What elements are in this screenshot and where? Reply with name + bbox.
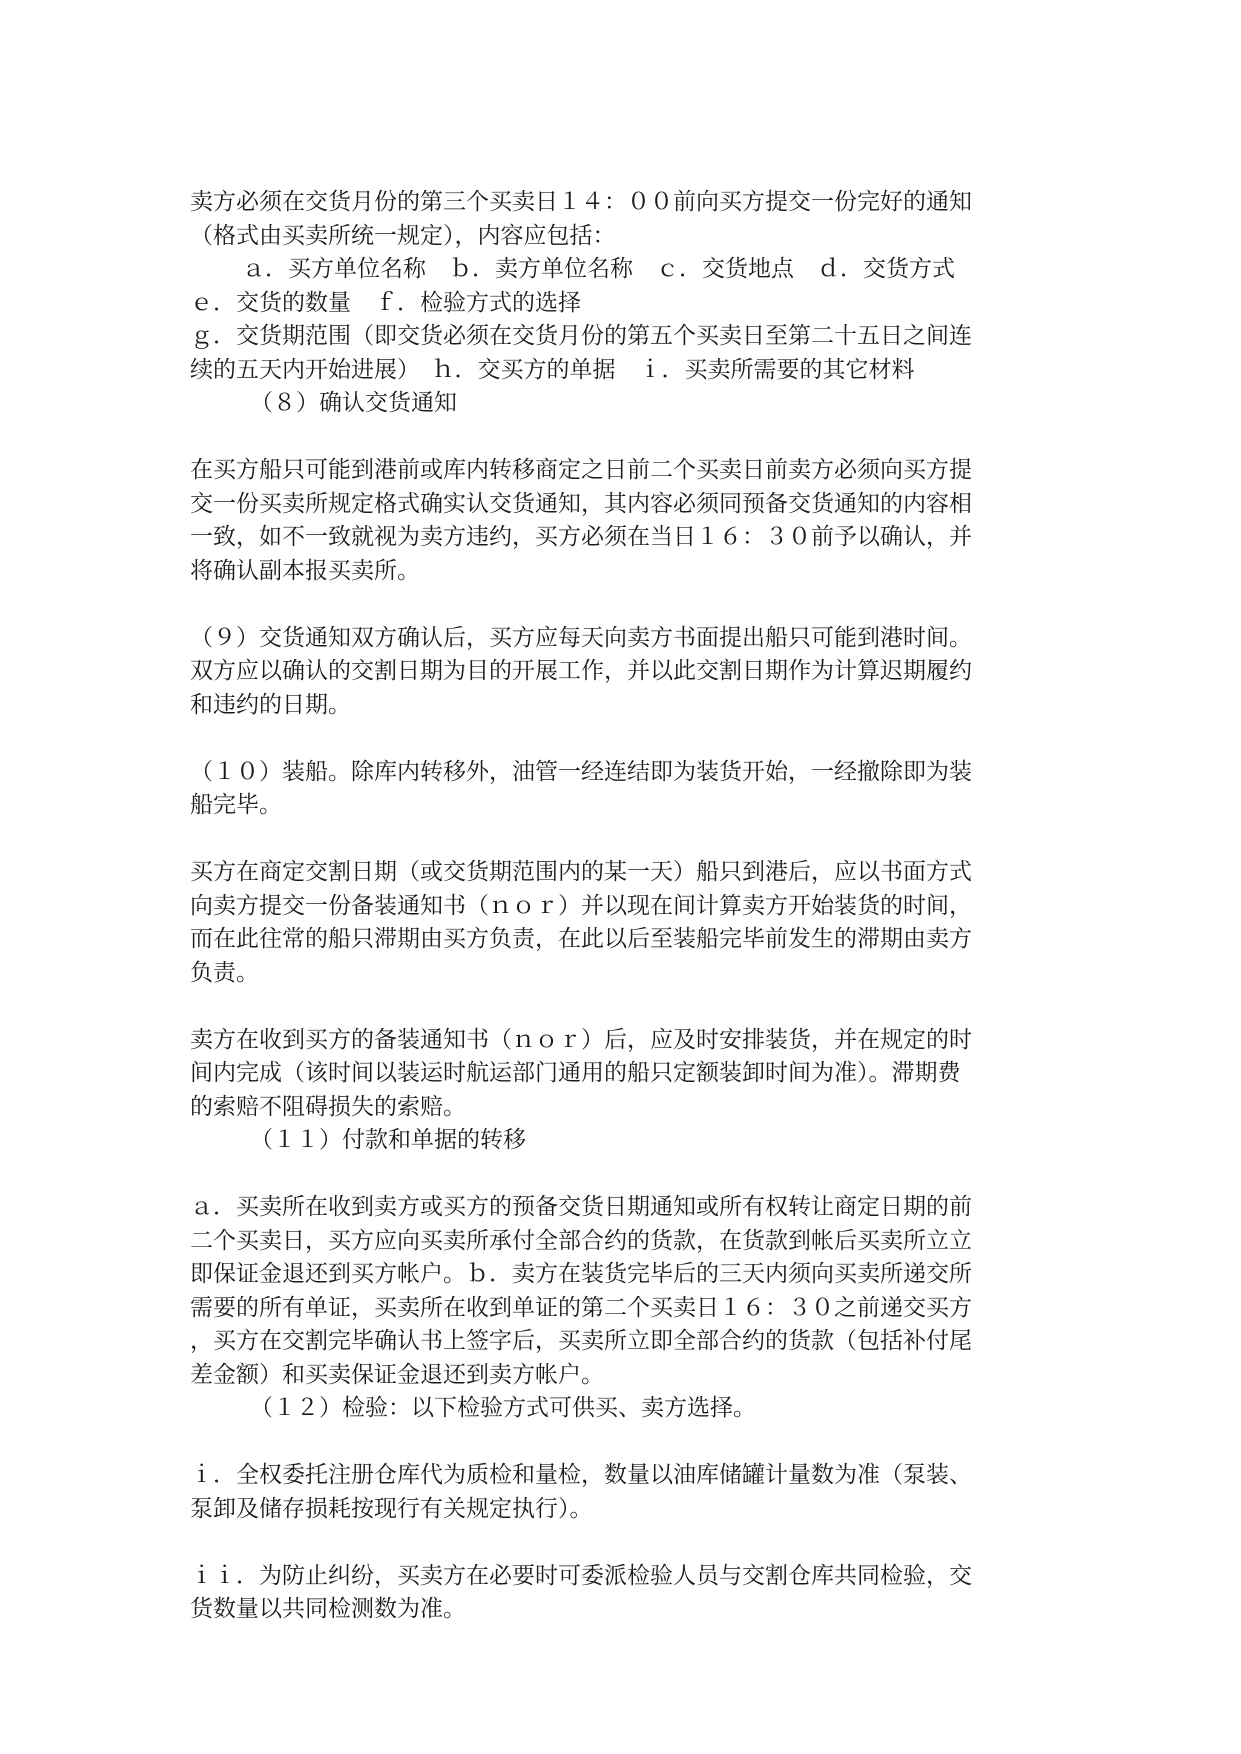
text-line: （格式由买卖所统一规定），内容应包括： bbox=[190, 222, 616, 249]
text-line: 差金额）和买卖保证金退还到卖方帐户。 bbox=[190, 1361, 604, 1388]
paragraph-gap bbox=[190, 1426, 1090, 1460]
paragraph-gap bbox=[190, 1526, 1090, 1560]
text-line: 即保证金退还到买方帐户。ｂ．卖方在装货完毕后的三天内须向买卖所递交所 bbox=[190, 1261, 972, 1287]
text-line: ｅ．交货的数量 ｆ．检验方式的选择 bbox=[190, 289, 581, 316]
text-line: ｇ．交货期范围（即交货必须在交货月份的第五个买卖日至第二十五日之间连 bbox=[190, 323, 972, 349]
text-line: 的索赔不阻碍损失的索赔。 bbox=[190, 1093, 466, 1120]
document-body bbox=[190, 186, 1090, 1627]
text-line: 买方在商定交割日期（或交货期范围内的某一天）船只到港后，应以书面方式 bbox=[190, 859, 972, 885]
text-line: 一致，如不一致就视为卖方违约，买方必须在当日１６：３０前予以确认，并 bbox=[190, 524, 972, 550]
text-line: 续的五天内开始进展） ｈ．交买方的单据 ｉ．买卖所需要的其它材料 bbox=[190, 356, 915, 383]
text-line: （１０）装船。除库内转移外，油管一经连结即为装货开始，一经撤除即为装 bbox=[190, 758, 972, 785]
text-line: 泵卸及储存损耗按现行有关规定执行）。 bbox=[190, 1495, 593, 1522]
text-line: 双方应以确认的交割日期为目的开展工作，并以此交割日期作为计算迟期履约 bbox=[190, 658, 972, 684]
text-line: 需要的所有单证，买卖所在收到单证的第二个买卖日１６：３０之前递交买方 bbox=[190, 1294, 972, 1321]
paragraph-gap bbox=[190, 1158, 1090, 1192]
text-line: 货数量以共同检测数为准。 bbox=[190, 1596, 466, 1622]
paragraph-gap bbox=[190, 990, 1090, 1024]
text-line: ，买方在交割完毕确认书上签字后，买卖所立即全部合约的货款（包括补付尾 bbox=[190, 1328, 972, 1354]
text-line: ａ．买方单位名称 ｂ．卖方单位名称 ｃ．交货地点 ｄ．交货方式 bbox=[242, 256, 955, 282]
text-line: 卖方在收到买方的备装通知书（ｎｏｒ）后，应及时安排装货，并在规定的时 bbox=[190, 1026, 972, 1053]
section-heading: （１１）付款和单据的转移 bbox=[250, 1127, 526, 1153]
paragraph-gap bbox=[190, 823, 1090, 857]
text-line: 向卖方提交一份备装通知书（ｎｏｒ）并以现在间计算卖方开始装货的时间， bbox=[190, 892, 972, 919]
paragraph-gap bbox=[190, 421, 1090, 455]
text-line: 卖方必须在交货月份的第三个买卖日１４：００前向买方提交一份完好的通知 bbox=[190, 189, 972, 215]
paragraph-gap bbox=[190, 722, 1090, 756]
text-line: 将确认副本报买卖所。 bbox=[190, 557, 420, 584]
text-line: 在买方船只可能到港前或库内转移商定之日前二个买卖日前卖方必须向买方提 bbox=[190, 457, 972, 483]
text-line: 负责。 bbox=[190, 959, 259, 986]
text-line: ｉｉ．为防止纠纷，买卖方在必要时可委派检验人员与交割仓库共同检验，交 bbox=[190, 1562, 972, 1589]
section-heading: （８）确认交货通知 bbox=[250, 390, 457, 416]
text-line: 交一份买卖所规定格式确实认交货通知，其内容必须同预备交货通知的内容相 bbox=[190, 490, 972, 517]
section-heading: （１２）检验：以下检验方式可供买、卖方选择。 bbox=[250, 1395, 756, 1421]
text-line: （９）交货通知双方确认后，买方应每天向卖方书面提出船只可能到港时间。 bbox=[190, 624, 972, 651]
paragraph-gap bbox=[190, 588, 1090, 622]
text-line: 而在此往常的船只滞期由买方负责，在此以后至装船完毕前发生的滞期由卖方 bbox=[190, 926, 972, 952]
text-line: ｉ．全权委托注册仓库代为质检和量检，数量以油库储罐计量数为准（泵装、 bbox=[190, 1462, 972, 1488]
text-line: 船完毕。 bbox=[190, 792, 282, 818]
text-line: ａ．买卖所在收到卖方或买方的预备交货日期通知或所有权转让商定日期的前 bbox=[190, 1194, 972, 1220]
text-line: 和违约的日期。 bbox=[190, 691, 351, 718]
text-line: 间内完成（该时间以装运时航运部门通用的船只定额装卸时间为准）。滞期费 bbox=[190, 1060, 961, 1086]
text-line: 二个买卖日，买方应向买卖所承付全部合约的货款，在货款到帐后买卖所立立 bbox=[190, 1227, 972, 1254]
